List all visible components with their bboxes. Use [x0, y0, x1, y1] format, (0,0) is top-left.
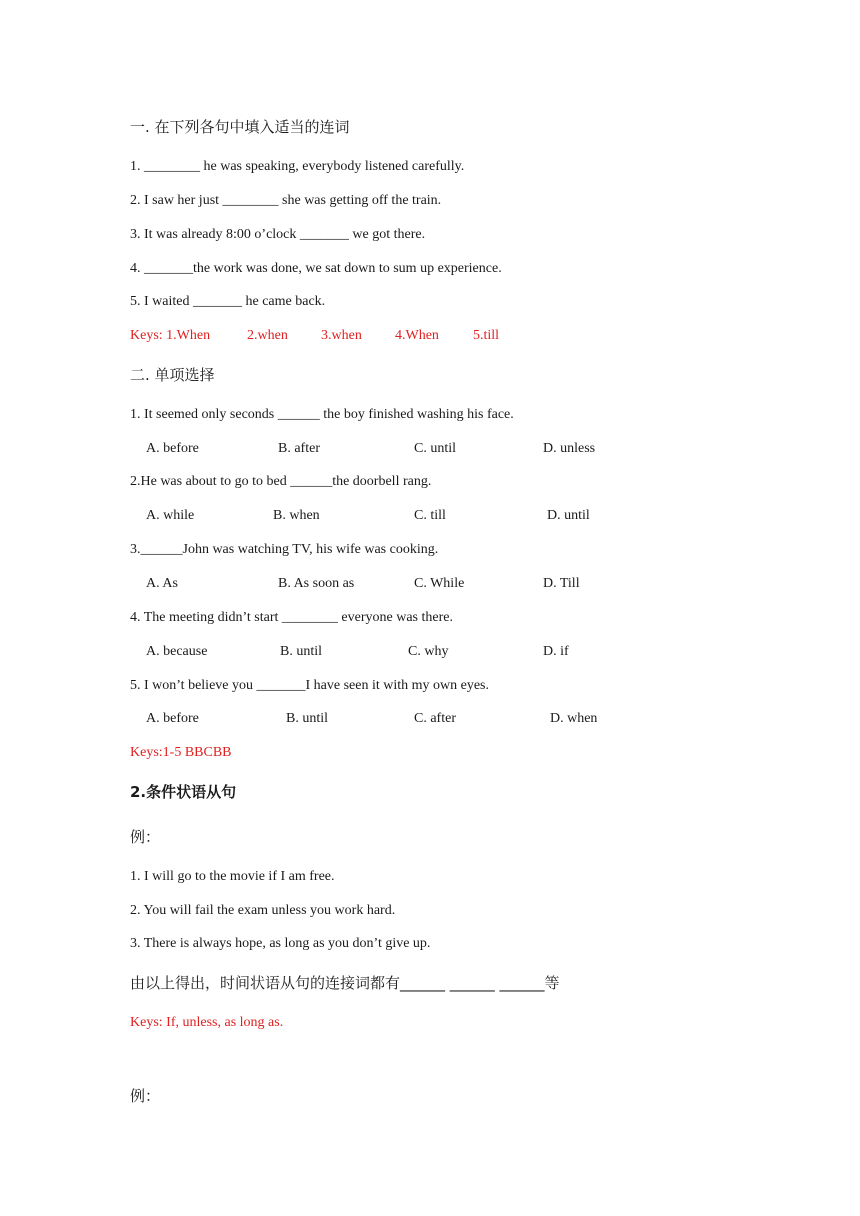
- section2-heading: 二. 单项选择: [130, 366, 215, 384]
- q5-option-d: D. when: [550, 711, 598, 726]
- q5-option-b: B. until: [286, 711, 329, 726]
- q1-text: 1. It seemed only seconds ______ the boy finished washing his face.: [130, 407, 514, 422]
- q4-option-c: C. why: [408, 644, 449, 659]
- q1-option-c: C. until: [414, 441, 457, 456]
- s1-item-1: 1. ________ he was speaking, everybody listened carefully.: [130, 159, 465, 174]
- q5-text: 5. I won’t believe you _______I have seen it with my own eyes.: [130, 678, 490, 693]
- q5-option-c: C. after: [414, 711, 456, 726]
- s1-key-3: 3.when: [321, 328, 362, 343]
- s1-key-5: 5.till: [473, 328, 500, 343]
- s1-item-2: 2. I saw her just ________ she was getting off the train.: [130, 193, 442, 208]
- s1-item-3: 3. It was already 8:00 o’clock _______ we got there.: [130, 227, 426, 242]
- q2-option-d: D. until: [547, 508, 590, 523]
- s1-item-5: 5. I waited _______ he came back.: [130, 294, 326, 309]
- s1-key-4: 4.When: [395, 328, 439, 343]
- summary-sentence: 由以上得出，时间状语从句的连接词都有______ ______ ______等: [130, 974, 560, 992]
- s3-keys: Keys: If, unless, as long as.: [130, 1015, 284, 1030]
- q3-option-c: C. While: [414, 576, 465, 591]
- example-3: 3. There is always hope, as long as you don’t give up.: [130, 936, 431, 951]
- q2-text: 2.He was about to go to bed ______the doorbell rang.: [130, 474, 432, 489]
- section1-heading: 一. 在下列各句中填入适当的连词: [130, 118, 350, 136]
- q2-option-a: A. while: [146, 508, 195, 523]
- q3-option-b: B. As soon as: [278, 576, 355, 591]
- q5-option-a: A. before: [146, 711, 199, 726]
- q4-text: 4. The meeting didn’t start ________ everyone was there.: [130, 610, 453, 625]
- example-2: 2. You will fail the exam unless you work hard.: [130, 903, 396, 918]
- s1-keys-prefix: Keys: 1.When: [130, 328, 211, 343]
- q3-text: 3.______John was watching TV, his wife was cooking.: [130, 542, 439, 557]
- example-label: 例：: [130, 828, 161, 846]
- q2-option-c: C. till: [414, 508, 446, 523]
- example-1: 1. I will go to the movie if I am free.: [130, 869, 335, 884]
- s1-key-2: 2.when: [247, 328, 288, 343]
- q4-option-d: D. if: [543, 644, 569, 659]
- q4-option-a: A. because: [146, 644, 208, 659]
- q3-option-a: A. As: [146, 576, 178, 591]
- q1-option-b: B. after: [278, 441, 320, 456]
- s1-item-4: 4. _______the work was done, we sat down to sum up experience.: [130, 261, 502, 276]
- q1-option-d: D. unless: [543, 441, 596, 456]
- s2-keys: Keys:1-5 BBCBB: [130, 745, 232, 760]
- q4-option-b: B. until: [280, 644, 323, 659]
- q1-option-a: A. before: [146, 441, 199, 456]
- section3-heading: 2.条件状语从句: [130, 783, 237, 801]
- q3-option-d: D. Till: [543, 576, 580, 591]
- q2-option-b: B. when: [273, 508, 320, 523]
- example-label-2: 例：: [130, 1087, 161, 1105]
